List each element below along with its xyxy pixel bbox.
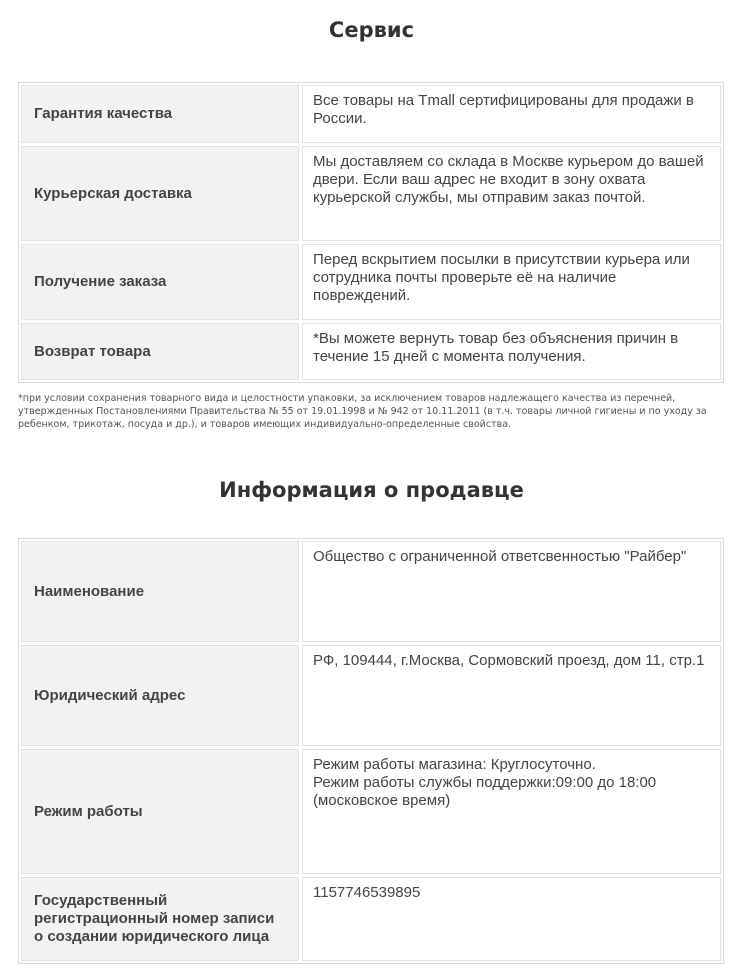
row-label: Курьерская доставка [21,146,299,241]
row-label: Юридический адрес [21,645,299,746]
table-row [21,323,721,380]
row-value: Общество с ограниченной ответсвенностью "Райбер" [302,541,721,642]
seller-table [18,538,724,964]
row-label: Гарантия качества [21,85,299,143]
row-label: Государственный регистрационный номер записи о создании юридического лица [21,877,299,961]
service-title: Сервис [328,18,415,42]
row-value: РФ, 109444, г.Москва, Сормовский проезд, дом 11, стр.1 [302,645,721,746]
service-table [18,82,724,383]
row-value: Перед вскрытием посылки в присутствии курьера или сотрудника почты проверьте её на наличие повреждений. [302,244,721,320]
row-value: *Вы можете вернуть товар без объяснения причин в течение 15 дней с момента получения. [302,323,721,380]
table-row [21,749,721,874]
seller-title: Информация о продавце [219,478,524,502]
table-row [21,85,721,143]
row-value: Режим работы магазина: Круглосуточно. Режим работы службы поддержки:09:00 до 18:00 (московское время) [302,749,721,874]
row-label: Режим работы [21,749,299,874]
row-value: Мы доставляем со склада в Москве курьером до вашей двери. Если ваш адрес не входит в зону охвата курьерской службы, мы отправим заказ почтой. [302,146,721,241]
table-row [21,877,721,961]
row-label: Наименование [21,541,299,642]
return-policy-footnote: *при условии сохранения товарного вида и целостности упаковки, за исключением товаров надлежащего качества из перечней, утвержденных Постановлениями Правительства № 55 от 19.01.1998 и № 942 от 10.11.2011 (в т.ч. товары личной гигиены и по уходу за ребенком, трикотаж, посуда и др.), и товаров имеющих индивидуально-определенные свойства. [18,393,707,430]
table-row [21,146,721,241]
row-label: Получение заказа [21,244,299,320]
row-value: 1157746539895 [302,877,721,961]
table-row [21,244,721,320]
table-row [21,541,721,642]
row-value: Все товары на Tmall сертифицированы для продажи в России. [302,85,721,143]
table-row [21,645,721,746]
row-label: Возврат товара [21,323,299,380]
